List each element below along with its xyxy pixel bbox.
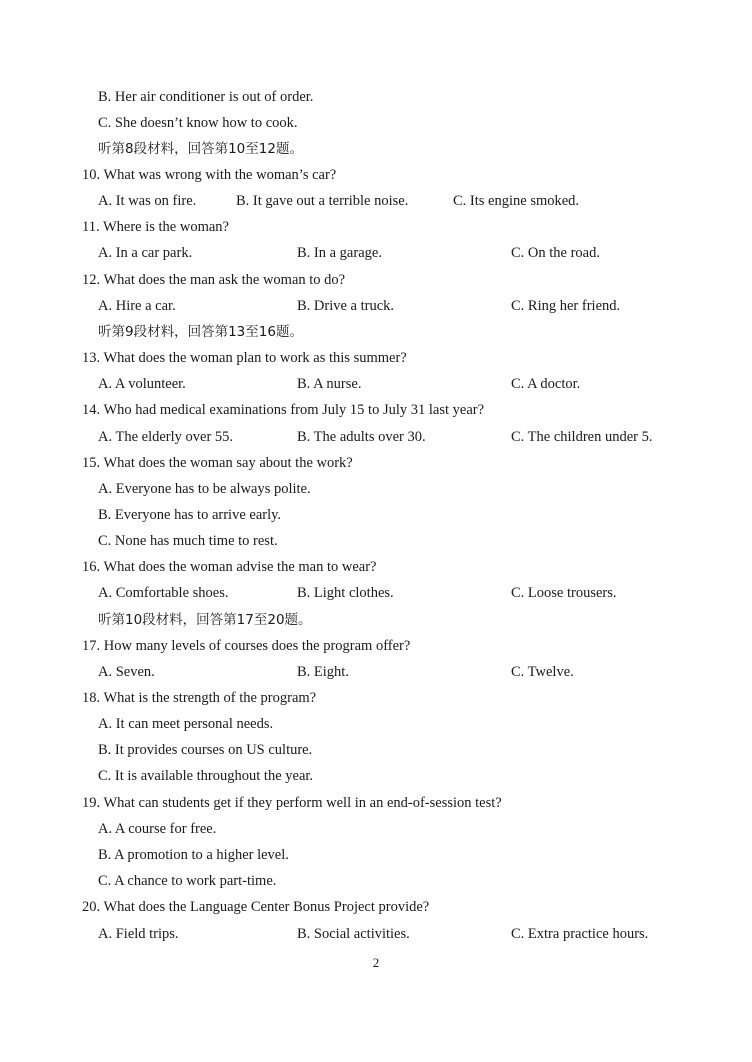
question-13-option-a: A. A volunteer. <box>98 376 186 392</box>
question-17-option-b: B. Eight. <box>297 664 349 680</box>
question-16-option-b: B. Light clothes. <box>297 585 394 601</box>
option-b-prev: B. Her air conditioner is out of order. <box>98 89 314 105</box>
question-16: 16. What does the woman advise the man to wear? <box>82 559 377 575</box>
question-12: 12. What does the man ask the woman to do? <box>82 272 346 288</box>
question-14: 14. Who had medical examinations from July 15 to July 31 last year? <box>82 402 485 418</box>
question-11-option-b: B. In a garage. <box>297 245 382 261</box>
question-16-option-a: A. Comfortable shoes. <box>98 585 229 601</box>
question-20-option-b: B. Social activities. <box>297 926 410 942</box>
question-10-option-b: B. It gave out a terrible noise. <box>236 193 409 209</box>
question-18-option-c: C. It is available throughout the year. <box>98 768 314 784</box>
question-14-option-b: B. The adults over 30. <box>297 429 426 445</box>
option-c-prev: C. She doesn’t know how to cook. <box>98 115 298 131</box>
question-11-option-a: A. In a car park. <box>98 245 193 261</box>
question-13-option-b: B. A nurse. <box>297 376 362 392</box>
question-15-option-a: A. Everyone has to be always polite. <box>98 481 311 497</box>
question-15-option-c: C. None has much time to rest. <box>98 533 278 549</box>
question-13: 13. What does the woman plan to work as this summer? <box>82 350 407 366</box>
question-18-option-a: A. It can meet personal needs. <box>98 716 274 732</box>
question-11: 11. Where is the woman? <box>82 219 229 235</box>
question-20-option-c: C. Extra practice hours. <box>511 926 649 942</box>
question-10-option-a: A. It was on fire. <box>98 193 197 209</box>
section-heading-10: 听第10段材料，回答第17至20题。 <box>98 612 312 628</box>
question-19-option-c: C. A chance to work part-time. <box>98 873 277 889</box>
question-15: 15. What does the woman say about the work? <box>82 455 353 471</box>
section-heading-8: 听第8段材料，回答第10至12题。 <box>98 141 303 157</box>
question-12-option-c: C. Ring her friend. <box>511 298 621 314</box>
question-17: 17. How many levels of courses does the program offer? <box>82 638 411 654</box>
question-11-option-c: C. On the road. <box>511 245 600 261</box>
question-18-option-b: B. It provides courses on US culture. <box>98 742 313 758</box>
question-15-option-b: B. Everyone has to arrive early. <box>98 507 282 523</box>
question-12-option-b: B. Drive a truck. <box>297 298 395 314</box>
question-14-option-a: A. The elderly over 55. <box>98 429 234 445</box>
question-17-option-c: C. Twelve. <box>511 664 574 680</box>
question-20: 20. What does the Language Center Bonus Project provide? <box>82 899 430 915</box>
question-16-option-c: C. Loose trousers. <box>511 585 617 601</box>
section-heading-9: 听第9段材料，回答第13至16题。 <box>98 324 303 340</box>
question-19: 19. What can students get if they perform well in an end-of-session test? <box>82 795 502 811</box>
question-10: 10. What was wrong with the woman’s car? <box>82 167 337 183</box>
question-14-option-c: C. The children under 5. <box>511 429 653 445</box>
question-12-option-a: A. Hire a car. <box>98 298 176 314</box>
question-18: 18. What is the strength of the program? <box>82 690 317 706</box>
page-number: 2 <box>372 955 380 970</box>
question-20-option-a: A. Field trips. <box>98 926 179 942</box>
question-10-option-c: C. Its engine smoked. <box>453 193 580 209</box>
question-17-option-a: A. Seven. <box>98 664 155 680</box>
question-19-option-a: A. A course for free. <box>98 821 217 837</box>
question-19-option-b: B. A promotion to a higher level. <box>98 847 289 863</box>
question-13-option-c: C. A doctor. <box>511 376 581 392</box>
